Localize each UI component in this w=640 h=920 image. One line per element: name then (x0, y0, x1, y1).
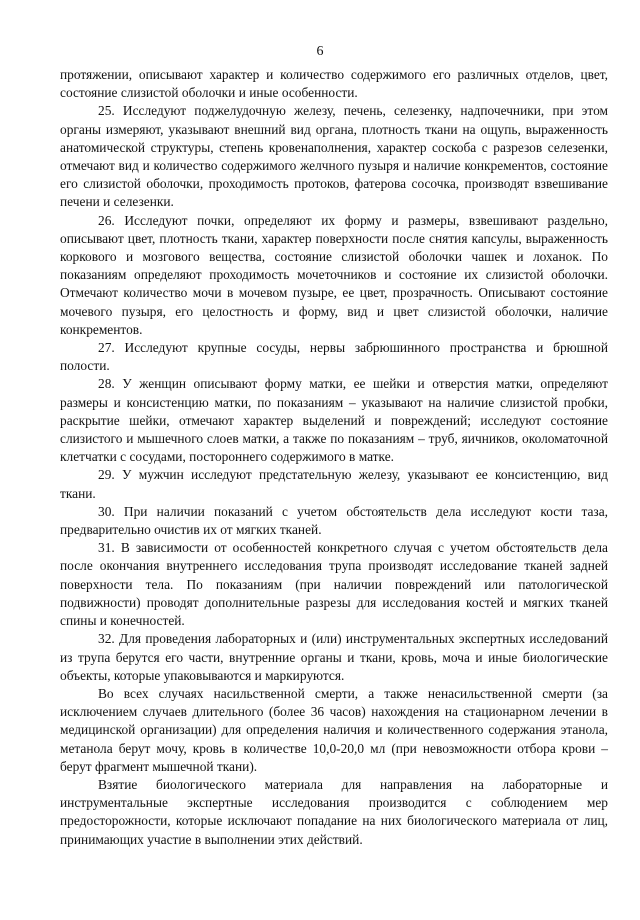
paragraph: 25. Исследуют поджелудочную железу, печень, селезенку, надпочечники, при этом органы измеряют, указывают внешний вид органа, плотность ткани на ощупь, выраженность анатомической структуры, степень кровенаполнения, характер соскоба с разрезов селезенки, отмечают вид и количество содержимого желчного пузыря и наличие конкрементов, состояние его слизистой оболочки, проходимость протоков, фатерова сосочка, производят взвешивание печени и селезенки. (60, 103, 608, 210)
paragraph: Взятие биологического материала для направления на лабораторные и инструментальные экспертные исследования производится с соблюдением мер предосторожности, которые исключают попадание на них биологического материала от лиц, принимающих участие в выполнении этих действий. (60, 776, 608, 847)
paragraph: протяжении, описывают характер и количество содержимого его различных отделов, цвет, состояние слизистой оболочки и иные особенности. (60, 67, 608, 101)
paragraph: Во всех случаях насильственной смерти, а также ненасильственной смерти (за исключением случаев длительного (более 36 часов) нахождения на стационарном лечении в медицинской организации) для определения наличия и количественного содержания этанола, метанола берут мочу, кровь в количестве 10,0-20,0 мл (при невозможности отбора крови – берут фрагмент мышечной ткани). (60, 685, 608, 774)
paragraph: 32. Для проведения лабораторных и (или) инструментальных экспертных исследований из трупа берутся его части, внутренние органы и ткани, кровь, моча и иные биологические объекты, которые упаковываются и маркируются. (60, 631, 608, 683)
page-number: 6 (316, 44, 324, 59)
paragraph: 31. В зависимости от особенностей конкретного случая с учетом обстоятельств дела после окончания внутреннего исследования трупа производят исследование тканей задней поверхности тела. По показаниям (при наличии повреждений или патологической подвижности) проводят дополнительные разрезы для исследования костей и мягких тканей спины и конечностей. (60, 540, 608, 629)
paragraph: 27. Исследуют крупные сосуды, нервы забрюшинного пространства и брюшной полости. (60, 340, 608, 374)
paragraph: 30. При наличии показаний с учетом обстоятельств дела исследуют кости таза, предварительно очистив их от мягких тканей. (60, 503, 608, 538)
paragraph: 29. У мужчин исследуют предстательную железу, указывают ее консистенцию, вид ткани. (60, 467, 608, 501)
paragraph: 26. Исследуют почки, определяют их форму и размеры, взвешивают раздельно, описывают цвет, плотность ткани, характер поверхности после снятия капсулы, выраженность коркового и мозгового вещества, состояние слизистой оболочки чашек и лоханок. По показаниям определяют проходимость мочеточников и состояние их слизистой оболочки. Отмечают количество мочи в мочевом пузыре, ее цвет, прозрачность. Описывают состояние мочевого пузыря, его целостность и форму, вид и цвет слизистой оболочки, наличие конкрементов. (60, 212, 608, 337)
paragraph: 28. У женщин описывают форму матки, ее шейки и отверстия матки, определяют размеры и консистенцию матки, по показаниям – указывают на наличие слизистой пробки, раскрытие шейки, отмечают характер выделений и повреждений; исследуют состояние слизистого и мышечного слоев матки, а также по показаниям – труб, яичников, околоматочной клетчатки с сосудами, постороннего содержимого в матке. (60, 376, 608, 465)
document-body (60, 66, 608, 849)
